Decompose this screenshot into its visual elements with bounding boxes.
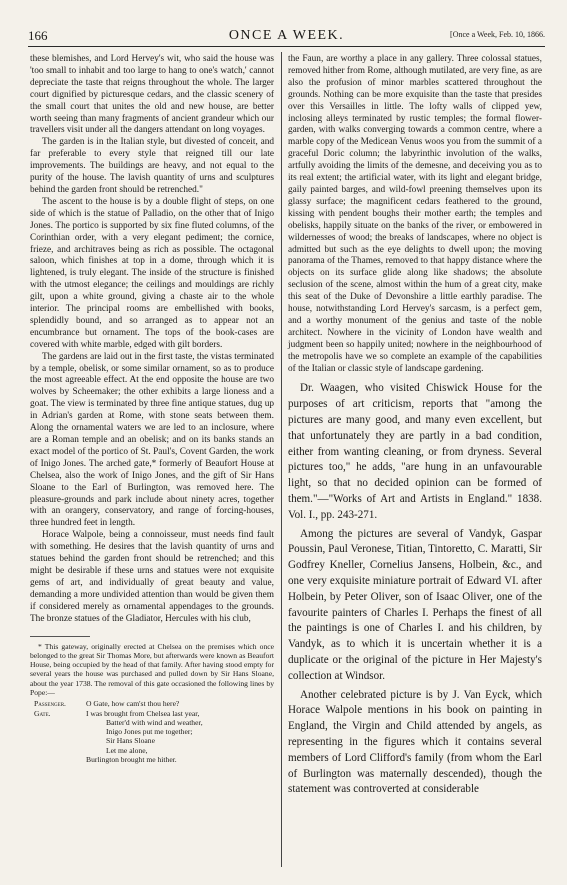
right-column [288, 54, 542, 798]
verse-line: Sir Hans Sloane [106, 736, 155, 746]
verse-line: I was brought from Chelsea last year, [86, 708, 200, 718]
verse-line: O Gate, how cam'st thou here? [86, 699, 180, 709]
verse-line: Let me alone, [106, 745, 148, 755]
verse-line: Batter'd with wind and weather, [106, 717, 203, 727]
paragraph: The ascent to the house is by a double flight of steps, on one side of which is the statue of Palladio, on the other that of Inigo Jones. The portico is supported by six fine fluted columns, of the Corinthian order, with a very elegant pediment; the cornice, frieze, and architraves being as rich as possible. The octagonal saloon, which finishes at top in a dome, through which it is lightened, is truly elegant. The inside of the structure is finished with the utmost elegance; the ceilings and mouldings are richly gilt, upon a white ground, giving a chaste air to the whole interior. The principal rooms are embellished with books, splendidly bound, and so arranged as to appear not an encumbrance but ornament. The tops of the book-cases are covered with white marble, edged with gilt borders. [30, 196, 274, 350]
paragraph: Horace Walpole, being a connoisseur, must needs find fault with something. He desires that the lavish quantity of urns and statues behind the garden front should be retrenched; and this might be desirable if these urns and statues were not exquisite gems of art, and individually of great beauty and value, demanding a more undivided attention than would be given them if considered merely as ornamental appendages to the grounds. The bronze statues of the Gladiator, Hercules with his club, [30, 530, 274, 624]
column-divider [281, 52, 282, 867]
paragraph: the Faun, are worthy a place in any gallery. Three colossal statues, removed hither from Rome, although mutilated, are very fine, as are also the profusion of minor marbles scattered throughout the grounds. Nothing can be more exquisite than the taste that presides over this Versailles in little. The lofty walls of clipped yew, inclosing alleys terminated by rustic temples; the formal flower-garden, with walks converging towards a common centre, where a marble copy of the Medicean Venus woos you from the summit of a graceful Doric column; the labyrinthic involution of the walks, artfully avoiding the limits of the demesne, and deceiving you as to its real extent; the artificial water, with its light and elegant bridge, gaily painted barges, and wild-fowl preening themselves upon its glassy surface; the magnificent cedars feathered to the ground, kissing with pendent boughs their mother earth; the temples and obelisks, happily situate on the banks of the river, or embowered in wildernesses of wood; the breaks of landscapes, where no object is admitted but such as the eye delights to dwell upon; the moving panorama of the Thames, removed to that happy distance where the objects on its surface glide along like shadows; the absolute seclusion of the scene, almost within the hum of a great city, make this seat of the Duke of Devonshire a little earthly paradise. The house, notwithstanding Lord Hervey's sarcasm, is a perfect gem, and a worthy monument of the genius and taste of the noble architect. Nowhere in the vicinity of London have wealth and judgment been so happily united; nowhere in the neighbourhood of the metropolis have we so complete an example of the capabilities of the Italian or classic style of landscape gardening. [288, 54, 542, 374]
publication-title: ONCE A WEEK. [228, 28, 345, 43]
paragraph: Among the pictures are several of Vandyk, Gaspar Poussin, Paul Veronese, Titian, Tintoretto, C. Maratti, Sir Godfrey Kneller, Cornelius Jansens, Holbein, &c., and one very exquisite miniature portrait of Edward VI. after Holbein, by Peter Oliver, son of Isaac Oliver, one of the favourite painters of Charles I. Perhaps the finest of all the paintings is one of Charles I. and his children, by Vandyk, as to which it is uncertain whether it is a duplicate or the original of the picture in Her Majesty's collection at Windsor. [288, 527, 542, 682]
paragraph: The gardens are laid out in the first taste, the vistas terminated by a temple, obelisk, or some similar ornament, so as to produce the most agreeable effect. At the end opposite the house are two wolves by Scheemaker; the other exhibits a large lioness and a goat. The view is terminated by three fine antique statues, dug up in Adrian's garden at Rome, with stone seats between them. Along the ornamental waters we are led to an inclosure, where are a Roman temple and an obelisk; and on its banks stands an exact model of the portico of St. Paul's, Covent Garden, the work of Inigo Jones. The arched gate,* formerly of Beaufort House at Chelsea, also the work of Inigo Jones, and the gift of Sir Hans Sloane to the Earl of Burlington, was removed here. The pleasure-grounds and park include about ninety acres, together with an orangery, conservatory, and range of forcing-houses, three hundred feet in length. [30, 351, 274, 529]
footnote [30, 642, 274, 765]
paragraph: The garden is in the Italian style, but divested of conceit, and far preferable to every style that reigned till our late improvements. The buildings are heavy, and not equal to the purity of the house. The lavish quantity of urns and sculptures behind the garden front should be retrenched." [30, 137, 274, 195]
running-header [28, 28, 545, 47]
verse-speaker: Gate. [34, 708, 51, 718]
paragraph: these blemishes, and Lord Hervey's wit, who said the house was 'too small to inhabit and too large to hang to one's watch,' cannot depreciate the taste that reigns throughout the whole. The larger court dignified by picturesque cedars, and the classic scenery of the small court that unites the old and new house, are better worth seeing than many fragments of ancient grandeur which our travellers visit under all the dangers attendant on long voyages. [30, 54, 274, 136]
paragraph: Dr. Waagen, who visited Chiswick House for the purposes of art criticism, reports that "among the pictures are many good, and many even excellent, but that unfortunately they are partly in a bad condition, either from wanting cleaning, or from dryness. Several pictures too," he adds, "are hung in an unfavourable light, so that no decided opinion can be formed of them."—"Works of Art and Artists in England." 1838. Vol. I., pp. 243-271. [288, 382, 542, 521]
issue-date: [Once a Week, Feb. 10, 1866. [450, 30, 545, 39]
paragraph: Another celebrated picture is by J. Van Eyck, which Horace Walpole mentions in his book on painting in England, the Virgin and Child attended by angels, as representing in the figures which it contains several members of Lord Clifford's family (from whom the Earl of Burlington was maternally descended), though the statement was controverted at considerable [288, 688, 542, 796]
verse-speaker: Passenger. [34, 699, 66, 709]
page-number: 166 [28, 28, 48, 43]
footnote-text: * This gateway, originally erected at Chelsea on the premises which once belonged to the great Sir Thomas More, but afterwards were known as Beaufort House, being occupied by the head of that family. After having stood empty for several years the house was purchased and pulled down by Sir Hans Sloane, about the year 1738. The removal of this gate occasioned the following lines by Pope:— [30, 641, 274, 697]
verse [30, 699, 274, 764]
footnote-rule [30, 636, 90, 637]
verse-line: Inigo Jones put me together; [106, 727, 193, 737]
left-column [30, 54, 274, 764]
verse-line: Burlington brought me hither. [86, 755, 177, 765]
